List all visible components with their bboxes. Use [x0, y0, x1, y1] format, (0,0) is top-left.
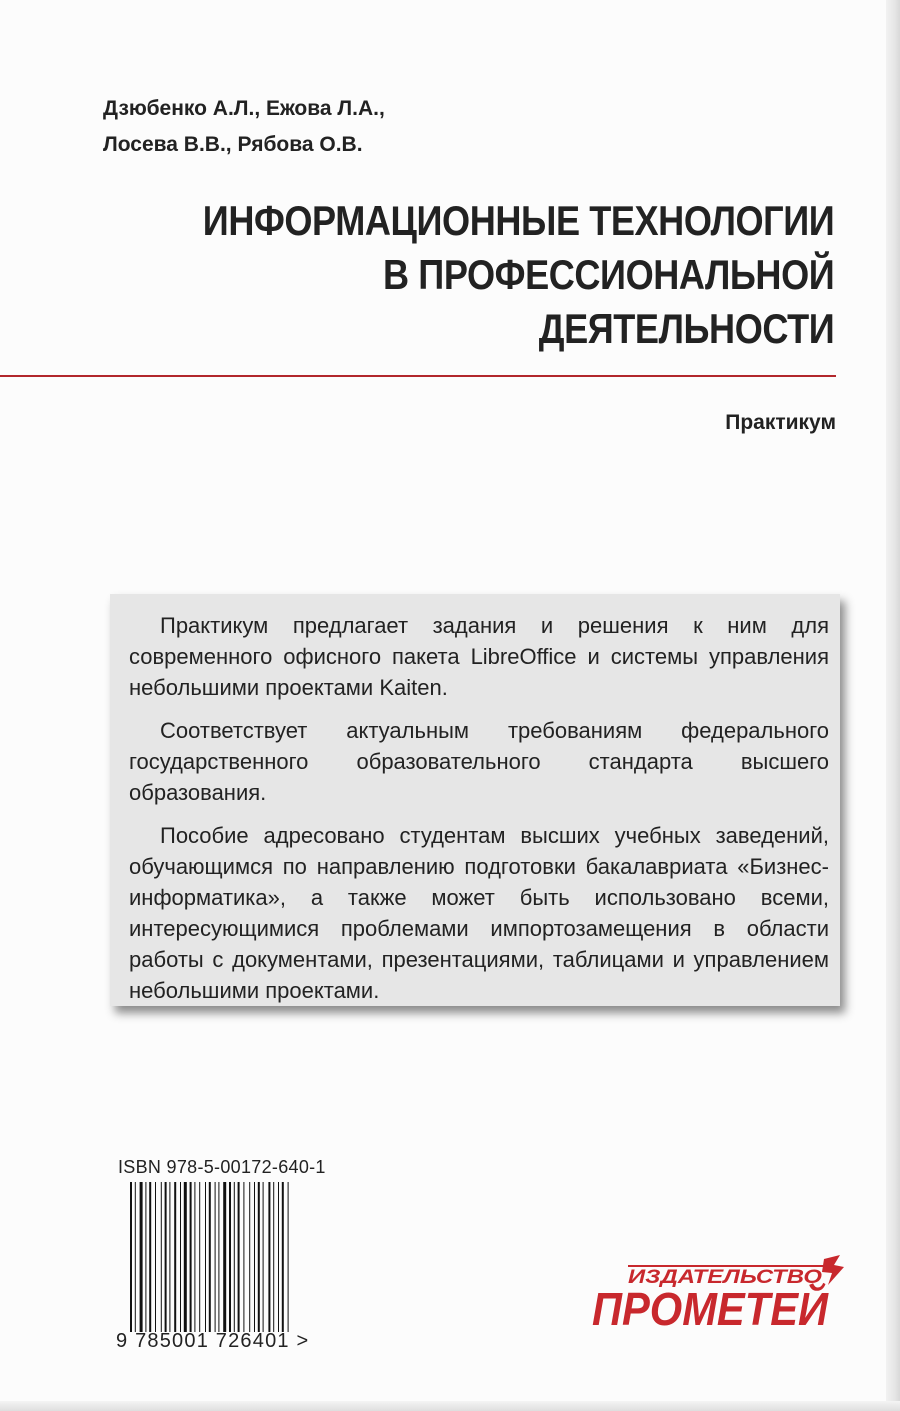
title-line: ИНФОРМАЦИОННЫЕ ТЕХНОЛОГИИ	[202, 197, 834, 244]
publisher-logo	[588, 1255, 846, 1330]
annotation-paragraph: Практикум предлагает задания и решения к ним для современного офисного пакета LibreOffice и системы управления небольшими проектами Kaiten.	[129, 613, 829, 700]
authors	[103, 91, 385, 163]
publisher-top-word: ИЗДАТЕЛЬСТВО	[628, 1267, 823, 1288]
cover-bottom-edge	[0, 1401, 900, 1411]
publisher-flame-icon	[822, 1255, 844, 1285]
publisher-name: ПРОМЕТЕЙ	[592, 1283, 829, 1330]
title-line: ДЕЯТЕЛЬНОСТИ	[538, 305, 834, 352]
barcode	[130, 1182, 316, 1332]
annotation-box	[110, 594, 840, 1006]
isbn-label: ISBN 978-5-00172-640-1	[118, 1157, 326, 1177]
red-divider-rule	[0, 375, 836, 377]
barcode-digits: 9 785001 726401 >	[116, 1330, 310, 1352]
author-line: Лосева В.В., Рябова О.В.	[103, 133, 363, 156]
genre-label: Практикум	[725, 411, 836, 434]
annotation-paragraph: Соответствует актуальным требованиям федерального государственного образовательного стандарта высшего образования.	[129, 718, 829, 805]
annotation-text	[129, 610, 829, 1018]
book-title	[203, 194, 834, 356]
title-line: В ПРОФЕССИОНАЛЬНОЙ	[382, 251, 834, 298]
annotation-paragraph: Пособие адресовано студентам высших учебных заведений, обучающимся по направлению подготовки бакалавриата «Бизнес-информатика», а также может быть использовано всеми, интересующимися проблемами импортозамещения в области работы с документами, презентациями, таблицами и управлением небольшими проектами.	[129, 823, 829, 1003]
author-line: Дзюбенко А.Л., Ежова Л.А.,	[103, 97, 385, 120]
cover-edge-shading	[886, 0, 900, 1411]
